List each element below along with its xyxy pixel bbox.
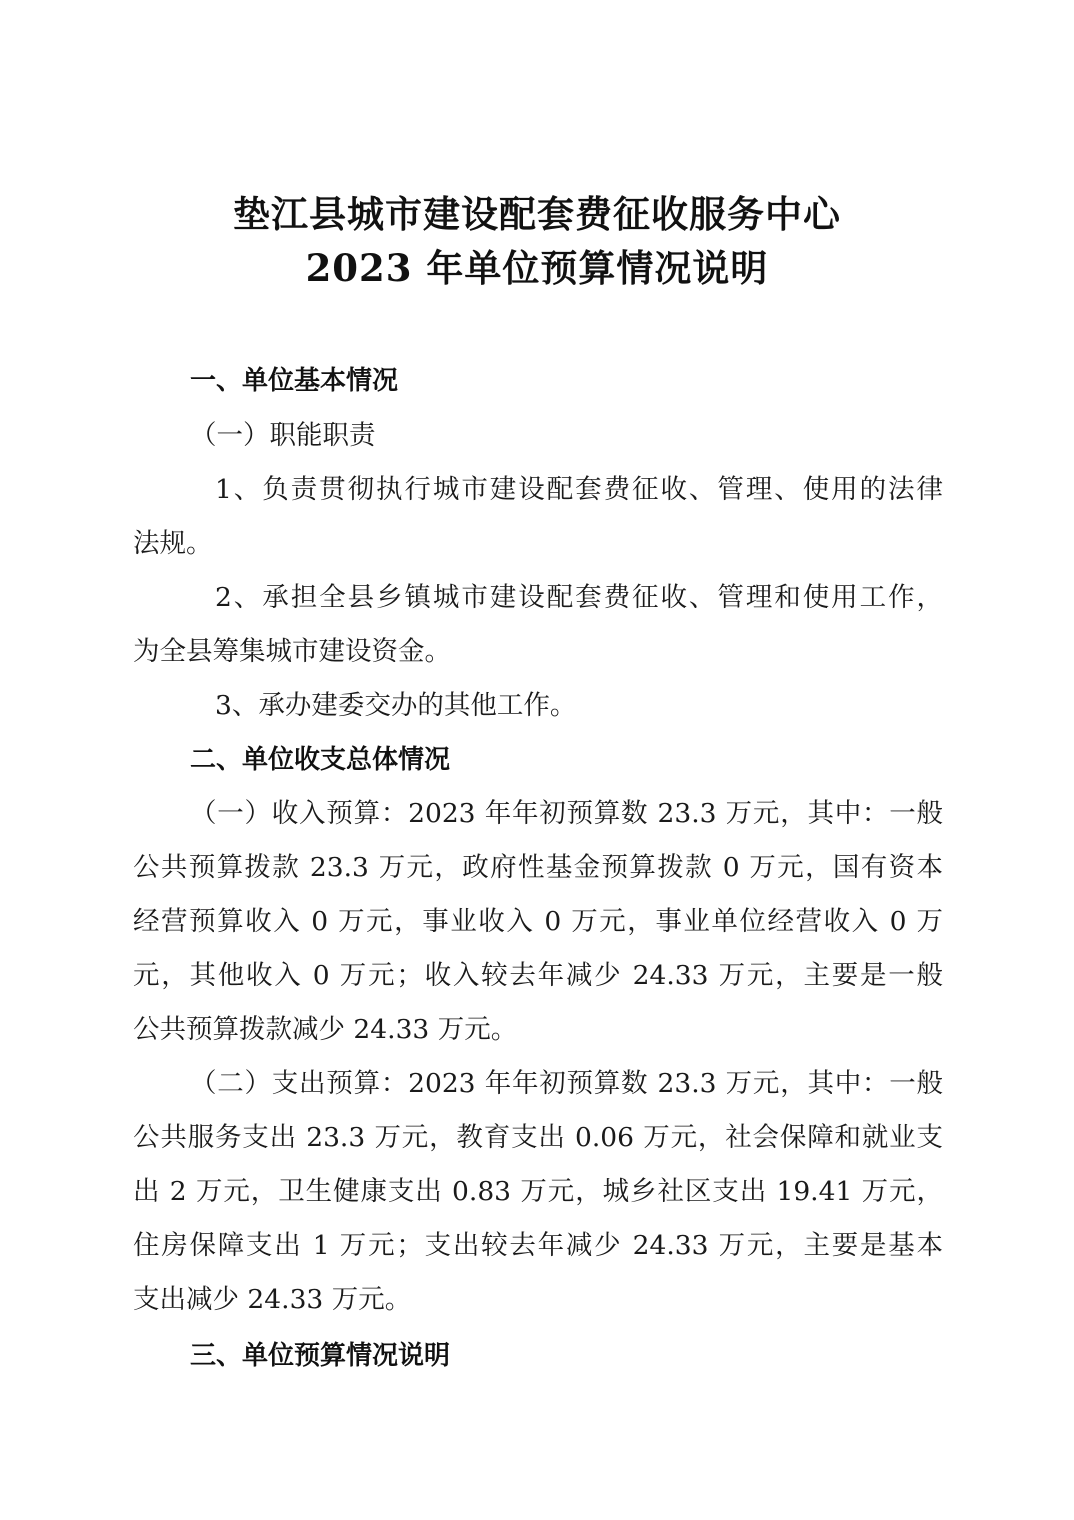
expense-paragraph-line: 支出减少 24.33 万元。 (133, 1284, 412, 1315)
income-paragraph-line: （一）收入预算：2023 年年初预算数 23.3 万元，其中：一般 (190, 798, 943, 829)
section1-subheading-duties: （一）职能职责 (190, 420, 376, 451)
income-paragraph-line: 经营预算收入 0 万元，事业收入 0 万元，事业单位经营收入 0 万 (133, 906, 943, 937)
duty-item-2-line1: 2、承担全县乡镇城市建设配套费征收、管理和使用工作， (215, 582, 943, 613)
expense-paragraph-line: 住房保障支出 1 万元；支出较去年减少 24.33 万元，主要是基本 (133, 1230, 943, 1261)
document-title-line2: 2023 年单位预算情况说明 (305, 246, 769, 290)
document-title-line1: 垫江县城市建设配套费征收服务中心 (233, 192, 841, 236)
duty-item-1-line2: 法规。 (133, 528, 213, 559)
income-paragraph-line: 公共预算拨款减少 24.33 万元。 (133, 1014, 518, 1045)
section3-heading: 三、单位预算情况说明 (190, 1341, 451, 1371)
expense-paragraph-line: 出 2 万元，卫生健康支出 0.83 万元，城乡社区支出 19.41 万元， (133, 1176, 943, 1207)
expense-paragraph-line: （二）支出预算：2023 年年初预算数 23.3 万元，其中：一般 (190, 1068, 943, 1099)
duty-item-3: 3、承办建委交办的其他工作。 (215, 690, 577, 721)
duty-item-2-line2: 为全县筹集城市建设资金。 (133, 636, 451, 667)
section1-heading: 一、单位基本情况 (190, 366, 399, 396)
duty-item-1-line1: 1、负责贯彻执行城市建设配套费征收、管理、使用的法律 (215, 474, 943, 505)
income-paragraph-line: 公共预算拨款 23.3 万元，政府性基金预算拨款 0 万元，国有资本 (133, 852, 943, 883)
expense-paragraph-line: 公共服务支出 23.3 万元，教育支出 0.06 万元，社会保障和就业支 (133, 1122, 943, 1153)
income-paragraph-line: 元，其他收入 0 万元；收入较去年减少 24.33 万元，主要是一般 (133, 960, 943, 991)
section2-heading: 二、单位收支总体情况 (190, 745, 451, 775)
